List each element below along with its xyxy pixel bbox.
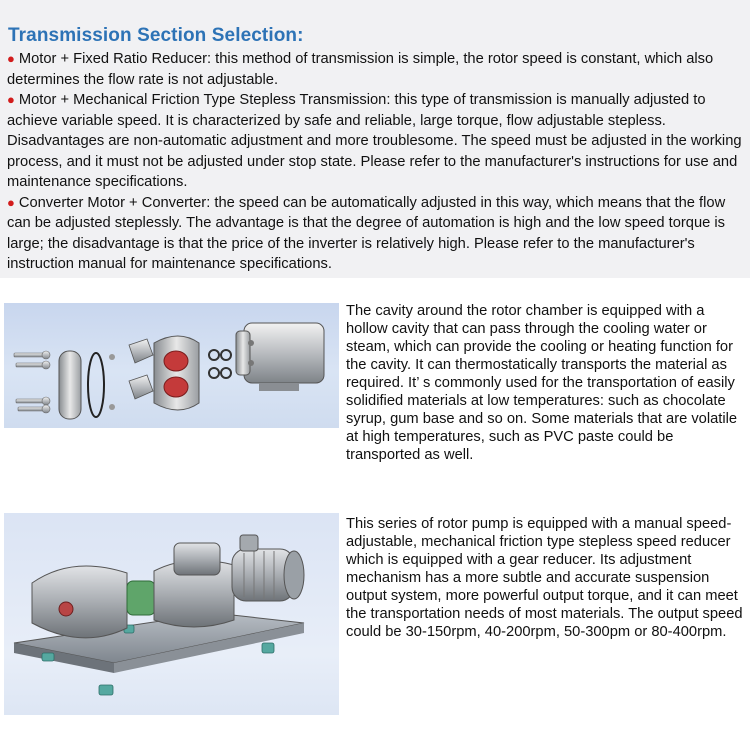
list-item [7,49,744,90]
bullet-dot-icon: ● [7,51,15,66]
bullet-dot-icon: ● [7,194,15,210]
exploded-pump-illustration [4,303,339,428]
assembled-rotor-pump-image [4,513,339,715]
paragraph: This series of rotor pump is equipped with a manual speed-adjustable, mechanical friction type stepless speed reducer which is equipped with a gear reducer. Its adjustment mechanism has a more subtle and accurate suspension output system, more powerful output torque, and it can meet the transportation needs of most materials. The output speed could be 30-150rpm, 40-200rpm, 50-300pm or 80-400rpm. [346,516,743,640]
assembled-pump-illustration [4,513,339,715]
transmission-options-list [7,49,744,275]
jacketed-cavity-description [346,302,746,464]
list-item-text: Motor + Fixed Ratio Reducer: this method of transmission is simple, the rotor speed is constant, which also determines the flow rate is not adjustable. [7,51,714,88]
list-item [7,193,744,275]
stepless-reducer-description [346,515,746,641]
list-item-text: Motor + Mechanical Friction Type Stepless Transmission: this type of transmission is manually adjusted to achieve variable speed. It is characterized by safe and reliable, large torque, flow adjustable stepless. Disadvantages are non-automatic adjustment and more troublesome. The speed must be adjusted in the working process, and it must not be adjusted under stop state. Please refer to the manufacturer's instructions for use and maintenance specifications. [7,92,742,190]
list-item [7,90,744,193]
bullet-dot-icon: ● [7,92,15,107]
paragraph: The cavity around the rotor chamber is equipped with a hollow cavity that can pass through the cooling water or steam, which can provide the cooling or heating function for the cavity. It can thermostatically transports the material as required. It’ s commonly used for the transportation of easily solidified materials at low temperatures: such as chocolate syrup, gum base and so on. Some materials that are volatile at high temperatures, such as PVC paste could be transported as well. [346,303,738,463]
section-title: Transmission Section Selection: [8,25,304,46]
list-item-text: Converter Motor + Converter: the speed can be automatically adjusted in this way, which means that the flow can be adjusted steplessly. The advantage is that the degree of automation is high and the low speed torque is large; the disadvantage is that the price of the inverter is relatively high. Please refer to the manufacturer's instruction manual for maintenance specifications. [7,194,726,272]
exploded-pump-parts-image [4,303,339,428]
